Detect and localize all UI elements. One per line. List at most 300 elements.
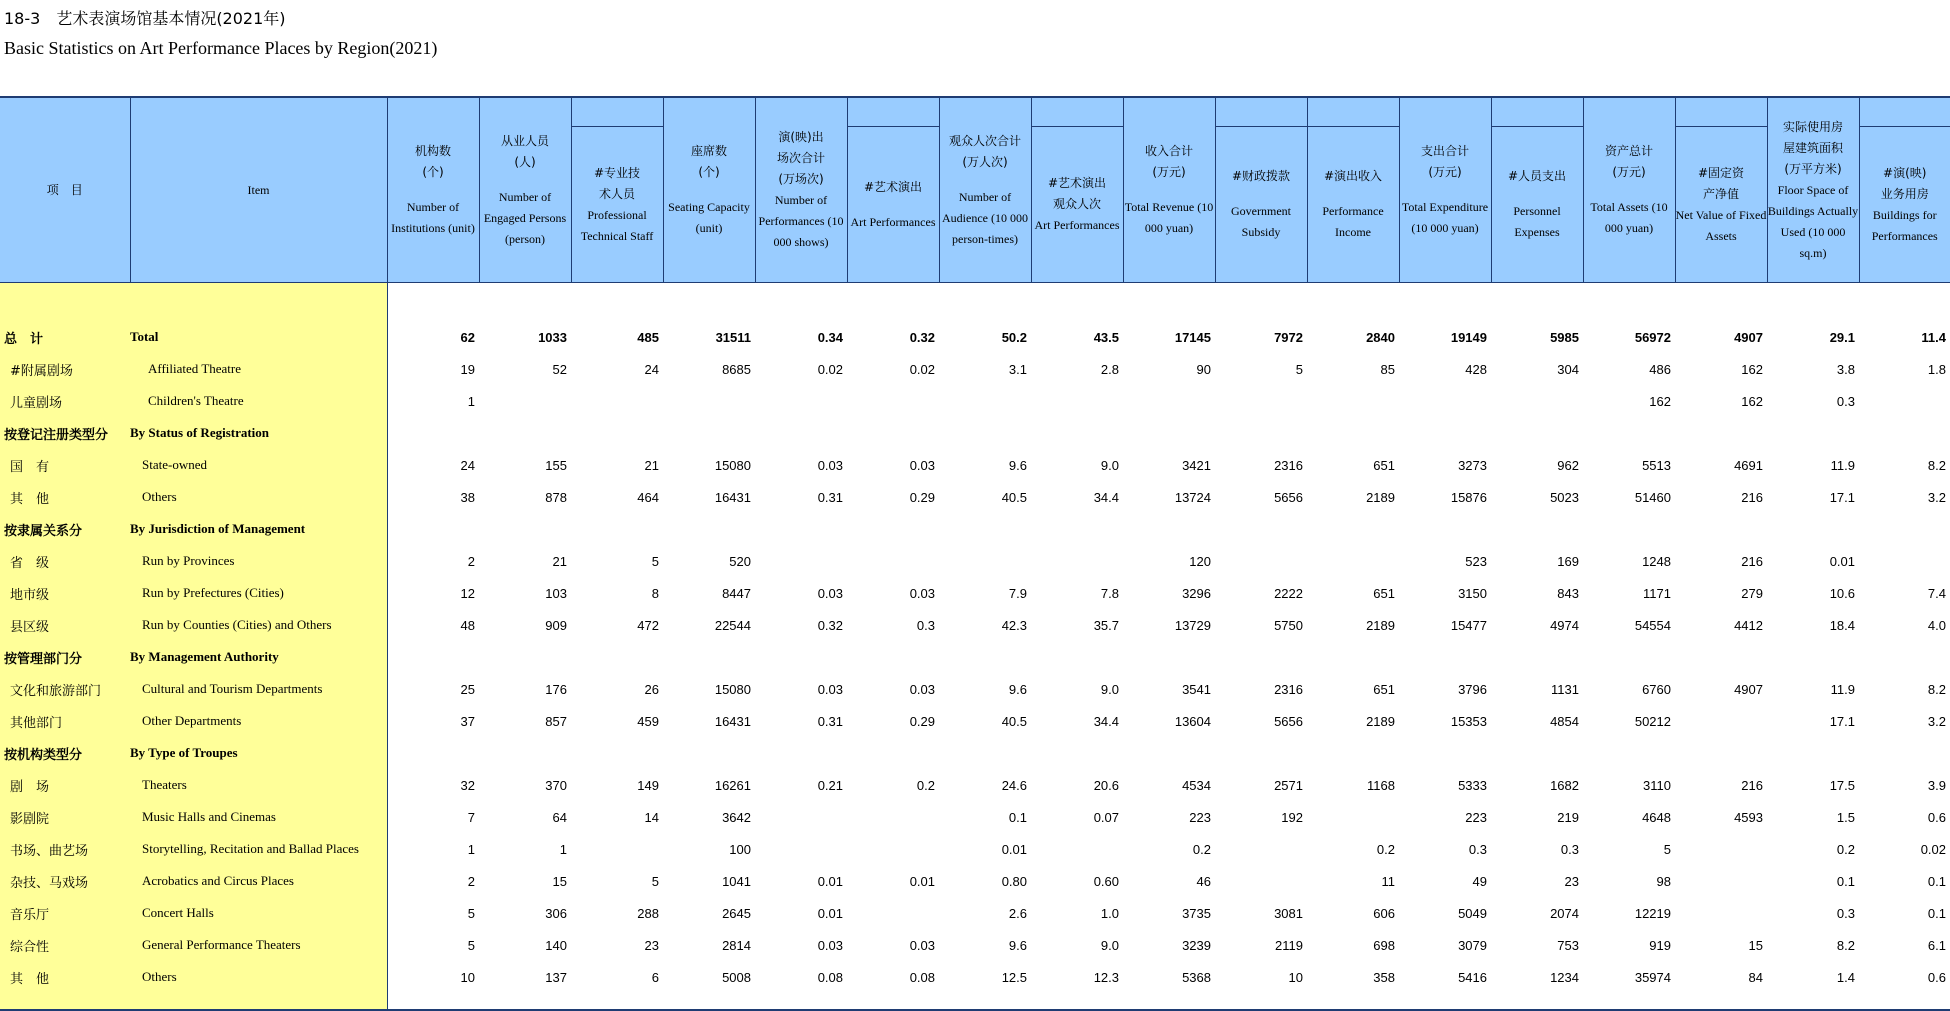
cell-value <box>1215 513 1307 545</box>
cell-value: 4648 <box>1642 809 1671 825</box>
cell-value <box>1215 545 1307 577</box>
cell-value <box>663 641 755 673</box>
cell-value: 162 <box>1741 393 1763 409</box>
table-row <box>0 353 1950 385</box>
cell-value: 279 <box>1741 585 1763 601</box>
row-label-cn: 其 他 <box>0 481 130 513</box>
cell-value <box>1123 513 1215 545</box>
cell-value <box>1491 385 1583 417</box>
cell-value: 0.03 <box>909 937 935 953</box>
cell-value <box>939 513 1031 545</box>
table-row <box>0 609 1950 641</box>
cell-value: 2189 <box>1366 617 1395 633</box>
cell-value: 13729 <box>1174 617 1211 633</box>
cell-value: 3081 <box>1274 905 1303 921</box>
cell-value: 2571 <box>1274 777 1303 793</box>
cell-value: 8.2 <box>1927 457 1946 473</box>
cell-value: 0.6 <box>1927 969 1946 985</box>
cell-value <box>1675 865 1767 897</box>
header-item-cn: 项 目 <box>0 97 130 283</box>
cell-value: 7.9 <box>1008 585 1027 601</box>
cell-value: 5368 <box>1182 969 1211 985</box>
row-label-en: By Status of Registration <box>130 417 387 449</box>
cell-value: 46 <box>1196 873 1211 889</box>
cell-value: 2 <box>467 553 475 569</box>
cell-value: 698 <box>1373 937 1395 953</box>
cell-value <box>755 801 847 833</box>
cell-value <box>847 513 939 545</box>
cell-value: 0.3 <box>1468 841 1487 857</box>
cell-value <box>387 641 479 673</box>
cell-value <box>1307 513 1399 545</box>
cell-value <box>847 545 939 577</box>
cell-value <box>1215 385 1307 417</box>
cell-value: 35974 <box>1634 969 1671 985</box>
cell-value: 358 <box>1373 969 1395 985</box>
cell-value: 2840 <box>1366 329 1395 345</box>
cell-value: 54554 <box>1634 617 1671 633</box>
cell-value: 6 <box>651 969 659 985</box>
table-row <box>0 897 1950 929</box>
cell-value: 4691 <box>1734 457 1763 473</box>
cell-value <box>1491 737 1583 769</box>
cell-value: 192 <box>1281 809 1303 825</box>
cell-value: 16431 <box>714 713 751 729</box>
cell-value: 5023 <box>1550 489 1579 505</box>
cell-value: 459 <box>637 713 659 729</box>
cell-value <box>755 385 847 417</box>
table-body <box>0 283 1950 1011</box>
cell-value <box>1583 737 1675 769</box>
cell-value <box>663 417 755 449</box>
cell-value <box>939 385 1031 417</box>
cell-value: 0.01 <box>1001 841 1027 857</box>
cell-value: 0.02 <box>909 361 935 377</box>
cell-value: 25 <box>460 681 475 697</box>
table-row <box>0 481 1950 513</box>
cell-value: 31511 <box>715 329 751 345</box>
cell-value: 0.03 <box>909 681 935 697</box>
cell-value <box>939 641 1031 673</box>
cell-value: 8685 <box>722 361 751 377</box>
table-row <box>0 801 1950 833</box>
cell-value <box>1307 385 1399 417</box>
cell-value: 1171 <box>1643 585 1671 601</box>
cell-value: 9.0 <box>1100 937 1119 953</box>
table-row <box>0 705 1950 737</box>
table-row <box>0 769 1950 801</box>
cell-value <box>1583 641 1675 673</box>
cell-value: 0.32 <box>817 617 843 633</box>
cell-value: 20.6 <box>1093 777 1119 793</box>
cell-value: 103 <box>545 585 567 601</box>
cell-value: 3079 <box>1458 937 1487 953</box>
cell-value: 216 <box>1741 553 1763 569</box>
cell-value: 9.6 <box>1008 681 1027 697</box>
header-expenditure: 支出合计 (万元) Total Expenditure (10 000 yuan) <box>1399 97 1491 283</box>
header-art-audience: #艺术演出 观众人次 Art Performances <box>1031 127 1123 283</box>
cell-value: 3273 <box>1458 457 1487 473</box>
cell-value: 23 <box>644 937 659 953</box>
table-row <box>0 833 1950 865</box>
cell-value: 3.2 <box>1927 713 1946 729</box>
cell-value: 4907 <box>1734 681 1763 697</box>
cell-value: 2316 <box>1274 681 1303 697</box>
cell-value: 17.5 <box>1829 777 1855 793</box>
cell-value: 37 <box>460 713 475 729</box>
cell-value: 2 <box>467 873 475 889</box>
cell-value: 0.08 <box>817 969 843 985</box>
cell-value: 38 <box>460 489 475 505</box>
cell-value: 606 <box>1373 905 1395 921</box>
cell-value: 40.5 <box>1001 713 1027 729</box>
cell-value: 5 <box>467 905 475 921</box>
cell-value <box>387 417 479 449</box>
cell-value: 13724 <box>1174 489 1211 505</box>
cell-value: 3.9 <box>1927 777 1946 793</box>
cell-value: 1168 <box>1367 777 1395 793</box>
cell-value: 1.4 <box>1836 969 1855 985</box>
cell-value <box>571 385 663 417</box>
cell-value: 0.01 <box>817 873 843 889</box>
cell-value: 56972 <box>1634 329 1671 345</box>
header-spacer-6 <box>1491 97 1583 127</box>
cell-value: 9.6 <box>1008 457 1027 473</box>
header-floor-space: 实际使用房 屋建筑面积 (万平方米) Floor Space of Buildings Actually Used (10 000 sq.m) <box>1767 97 1859 283</box>
cell-value: 304 <box>1557 361 1579 377</box>
cell-value: 15477 <box>1450 617 1487 633</box>
cell-value: 23 <box>1564 873 1579 889</box>
row-label-cn: 按登记注册类型分 <box>0 417 130 449</box>
row-label-cn: 影剧院 <box>0 801 130 833</box>
cell-value: 149 <box>637 777 659 793</box>
cell-value: 288 <box>637 905 659 921</box>
cell-value <box>571 641 663 673</box>
cell-value: 0.3 <box>1836 905 1855 921</box>
row-label-cn: 其他部门 <box>0 705 130 737</box>
cell-value <box>1491 513 1583 545</box>
row-label-cn: 音乐厅 <box>0 897 130 929</box>
cell-value: 428 <box>1465 361 1487 377</box>
cell-value: 176 <box>545 681 567 697</box>
row-label-cn: 文化和旅游部门 <box>0 673 130 705</box>
cell-value: 0.07 <box>1093 809 1119 825</box>
cell-value <box>755 513 847 545</box>
cell-value: 15353 <box>1450 713 1487 729</box>
cell-value <box>1767 641 1859 673</box>
cell-value: 3642 <box>722 809 751 825</box>
cell-value <box>1031 513 1123 545</box>
header-revenue: 收入合计 (万元) Total Revenue (10 000 yuan) <box>1123 97 1215 283</box>
cell-value: 43.5 <box>1093 329 1119 345</box>
cell-value <box>1767 417 1859 449</box>
cell-value: 3421 <box>1182 457 1211 473</box>
cell-value: 4974 <box>1550 617 1579 633</box>
cell-value <box>1583 513 1675 545</box>
cell-value: 162 <box>1649 393 1671 409</box>
cell-value: 24.6 <box>1001 777 1027 793</box>
cell-value: 15876 <box>1450 489 1487 505</box>
cell-value <box>847 385 939 417</box>
cell-value <box>1307 545 1399 577</box>
cell-value <box>1215 737 1307 769</box>
cell-value <box>1399 513 1491 545</box>
cell-value: 9.0 <box>1100 457 1119 473</box>
cell-value <box>1675 897 1767 929</box>
cell-value: 6.1 <box>1927 937 1946 953</box>
cell-value <box>847 833 939 865</box>
row-label-en: Others <box>130 481 387 513</box>
cell-value <box>1399 385 1491 417</box>
header-fixed-assets: #固定资 产净值 Net Value of Fixed Assets <box>1675 127 1767 283</box>
table-row <box>0 385 1950 417</box>
cell-value <box>479 737 571 769</box>
cell-value: 5656 <box>1274 489 1303 505</box>
cell-value: 0.3 <box>916 617 935 633</box>
cell-value: 8 <box>651 585 659 601</box>
cell-value: 0.01 <box>1829 553 1855 569</box>
cell-value: 0.2 <box>1836 841 1855 857</box>
cell-value <box>1031 417 1123 449</box>
header-spacer-8 <box>1859 97 1950 127</box>
table-row <box>0 449 1950 481</box>
cell-value: 2.8 <box>1100 361 1119 377</box>
cell-value: 26 <box>644 681 659 697</box>
row-label-cn: 国 有 <box>0 449 130 481</box>
cell-value: 5008 <box>722 969 751 985</box>
cell-value: 2222 <box>1274 585 1303 601</box>
cell-value: 0.01 <box>817 905 843 921</box>
cell-value: 17145 <box>1174 329 1211 345</box>
cell-value: 3541 <box>1182 681 1211 697</box>
cell-value <box>1583 417 1675 449</box>
cell-value: 98 <box>1656 873 1671 889</box>
cell-value <box>1307 737 1399 769</box>
cell-value <box>1859 641 1950 673</box>
table-title-en: Basic Statistics on Art Performance Places by Region(2021) <box>4 38 438 58</box>
cell-value: 21 <box>552 553 567 569</box>
cell-value: 3110 <box>1643 777 1671 793</box>
cell-value <box>1675 705 1767 737</box>
cell-value: 0.1 <box>1927 873 1946 889</box>
cell-value <box>1215 865 1307 897</box>
cell-value: 1131 <box>1551 681 1579 697</box>
cell-value: 753 <box>1557 937 1579 953</box>
cell-value: 11.9 <box>1830 457 1855 473</box>
row-label-en: Acrobatics and Circus Places <box>130 865 387 897</box>
cell-value: 5 <box>1663 841 1671 857</box>
cell-value: 90 <box>1196 361 1211 377</box>
header-performances: 演(映)出 场次合计 (万场次) Number of Performances (10 000 shows) <box>755 97 847 283</box>
cell-value <box>571 737 663 769</box>
cell-value: 919 <box>1649 937 1671 953</box>
cell-value: 0.21 <box>817 777 843 793</box>
row-label-en: Theaters <box>130 769 387 801</box>
cell-value: 0.6 <box>1927 809 1946 825</box>
cell-value: 4907 <box>1734 329 1763 345</box>
cell-value <box>663 513 755 545</box>
cell-value: 5416 <box>1458 969 1487 985</box>
cell-value: 40.5 <box>1001 489 1027 505</box>
cell-value: 0.03 <box>817 457 843 473</box>
cell-value <box>1307 641 1399 673</box>
cell-value: 34.4 <box>1093 489 1119 505</box>
cell-value <box>1675 513 1767 545</box>
cell-value: 34.4 <box>1093 713 1119 729</box>
cell-value <box>755 737 847 769</box>
cell-value: 22544 <box>714 617 751 633</box>
cell-value: 486 <box>1649 361 1671 377</box>
cell-value <box>1767 737 1859 769</box>
header-art-performances: #艺术演出 Art Performances <box>847 127 939 283</box>
cell-value: 21 <box>644 457 659 473</box>
cell-value: 3.2 <box>1927 489 1946 505</box>
cell-value: 1041 <box>722 873 751 889</box>
cell-value: 2645 <box>722 905 751 921</box>
cell-value <box>571 833 663 865</box>
header-item-en: Item <box>130 97 387 283</box>
cell-value: 7.4 <box>1927 585 1946 601</box>
cell-value <box>755 545 847 577</box>
cell-value: 8.2 <box>1836 937 1855 953</box>
cell-value: 2119 <box>1275 937 1303 953</box>
cell-value: 1234 <box>1550 969 1579 985</box>
cell-value: 223 <box>1465 809 1487 825</box>
row-label-en: Run by Prefectures (Cities) <box>130 577 387 609</box>
cell-value: 4854 <box>1550 713 1579 729</box>
cell-value: 1 <box>467 841 475 857</box>
cell-value: 9.0 <box>1100 681 1119 697</box>
cell-value: 2074 <box>1550 905 1579 921</box>
cell-value: 5 <box>651 873 659 889</box>
cell-value: 1248 <box>1642 553 1671 569</box>
cell-value: 0.34 <box>817 329 843 345</box>
cell-value: 10 <box>460 969 475 985</box>
row-label-cn: 省 级 <box>0 545 130 577</box>
cell-value: 219 <box>1557 809 1579 825</box>
cell-value: 0.1 <box>1008 809 1027 825</box>
header-spacer-1 <box>571 97 663 127</box>
row-label-cn: 剧 场 <box>0 769 130 801</box>
header-engaged-persons: 从业人员 (人) Number of Engaged Persons (person) <box>479 97 571 283</box>
cell-value: 5 <box>651 553 659 569</box>
cell-value <box>939 417 1031 449</box>
row-label-en: Total <box>130 321 387 353</box>
cell-value: 24 <box>460 457 475 473</box>
cell-value <box>847 737 939 769</box>
cell-value: 9.6 <box>1008 937 1027 953</box>
header-audience: 观众人次合计 (万人次) Number of Audience (10 000 person-times) <box>939 97 1031 283</box>
cell-value: 50.2 <box>1001 329 1027 345</box>
cell-value: 100 <box>729 841 751 857</box>
cell-value: 120 <box>1189 553 1211 569</box>
cell-value <box>1491 417 1583 449</box>
cell-value: 0.32 <box>909 329 935 345</box>
cell-value: 0.03 <box>817 585 843 601</box>
cell-value: 2814 <box>722 937 751 953</box>
cell-value: 3239 <box>1182 937 1211 953</box>
cell-value: 5049 <box>1458 905 1487 921</box>
cell-value: 962 <box>1557 457 1579 473</box>
cell-value: 857 <box>545 713 567 729</box>
cell-value: 17.1 <box>1829 489 1855 505</box>
row-label-en: General Performance Theaters <box>130 929 387 961</box>
row-label-en: By Type of Troupes <box>130 737 387 769</box>
cell-value: 878 <box>545 489 567 505</box>
cell-value: 42.3 <box>1001 617 1027 633</box>
cell-value <box>1675 641 1767 673</box>
cell-value <box>1399 737 1491 769</box>
cell-value: 0.01 <box>909 873 935 889</box>
cell-value: 216 <box>1741 489 1763 505</box>
row-label-cn: 按隶属关系分 <box>0 513 130 545</box>
cell-value: 216 <box>1741 777 1763 793</box>
cell-value <box>1859 417 1950 449</box>
row-label-en: Storytelling, Recitation and Ballad Places <box>130 833 387 865</box>
cell-value: 3735 <box>1182 905 1211 921</box>
header-spacer-4 <box>1215 97 1307 127</box>
cell-value: 223 <box>1189 809 1211 825</box>
cell-value: 0.2 <box>916 777 935 793</box>
cell-value: 19149 <box>1450 329 1487 345</box>
cell-value <box>387 513 479 545</box>
table-row <box>0 321 1950 353</box>
cell-value: 13604 <box>1174 713 1211 729</box>
row-label-en: By Jurisdiction of Management <box>130 513 387 545</box>
cell-value <box>1031 737 1123 769</box>
cell-value <box>1215 833 1307 865</box>
cell-value <box>1031 641 1123 673</box>
cell-value: 0.02 <box>1920 841 1946 857</box>
cell-value <box>1399 641 1491 673</box>
row-label-cn: 按机构类型分 <box>0 737 130 769</box>
cell-value: 1 <box>467 393 475 409</box>
row-label-cn: 总 计 <box>0 321 130 353</box>
cell-value: 523 <box>1465 553 1487 569</box>
table-row <box>0 737 1950 769</box>
cell-value: 84 <box>1748 969 1763 985</box>
cell-value: 0.03 <box>909 585 935 601</box>
table-row <box>0 865 1950 897</box>
row-label-en: Concert Halls <box>130 897 387 929</box>
cell-value: 464 <box>637 489 659 505</box>
cell-value: 0.2 <box>1192 841 1211 857</box>
cell-value: 485 <box>637 329 659 345</box>
cell-value: 5 <box>467 937 475 953</box>
cell-value: 2189 <box>1366 713 1395 729</box>
cell-value: 11 <box>1381 873 1395 889</box>
cell-value: 0.3 <box>1836 393 1855 409</box>
cell-value: 19 <box>460 361 475 377</box>
cell-value: 5985 <box>1550 329 1579 345</box>
cell-value <box>1031 545 1123 577</box>
table-row <box>0 929 1950 961</box>
cell-value <box>1675 833 1767 865</box>
cell-value: 3.1 <box>1008 361 1027 377</box>
cell-value: 6760 <box>1642 681 1671 697</box>
table-row <box>0 417 1950 449</box>
cell-value: 155 <box>545 457 567 473</box>
cell-value: 1.5 <box>1836 809 1855 825</box>
cell-value: 5750 <box>1274 617 1303 633</box>
cell-value: 2189 <box>1366 489 1395 505</box>
cell-value: 3.8 <box>1836 361 1855 377</box>
row-label-en: Music Halls and Cinemas <box>130 801 387 833</box>
row-label-cn: 县区级 <box>0 609 130 641</box>
table-title-cn: 18-3 艺术表演场馆基本情况(2021年) <box>4 9 286 28</box>
cell-value: 15 <box>1748 937 1763 953</box>
cell-value <box>479 417 571 449</box>
